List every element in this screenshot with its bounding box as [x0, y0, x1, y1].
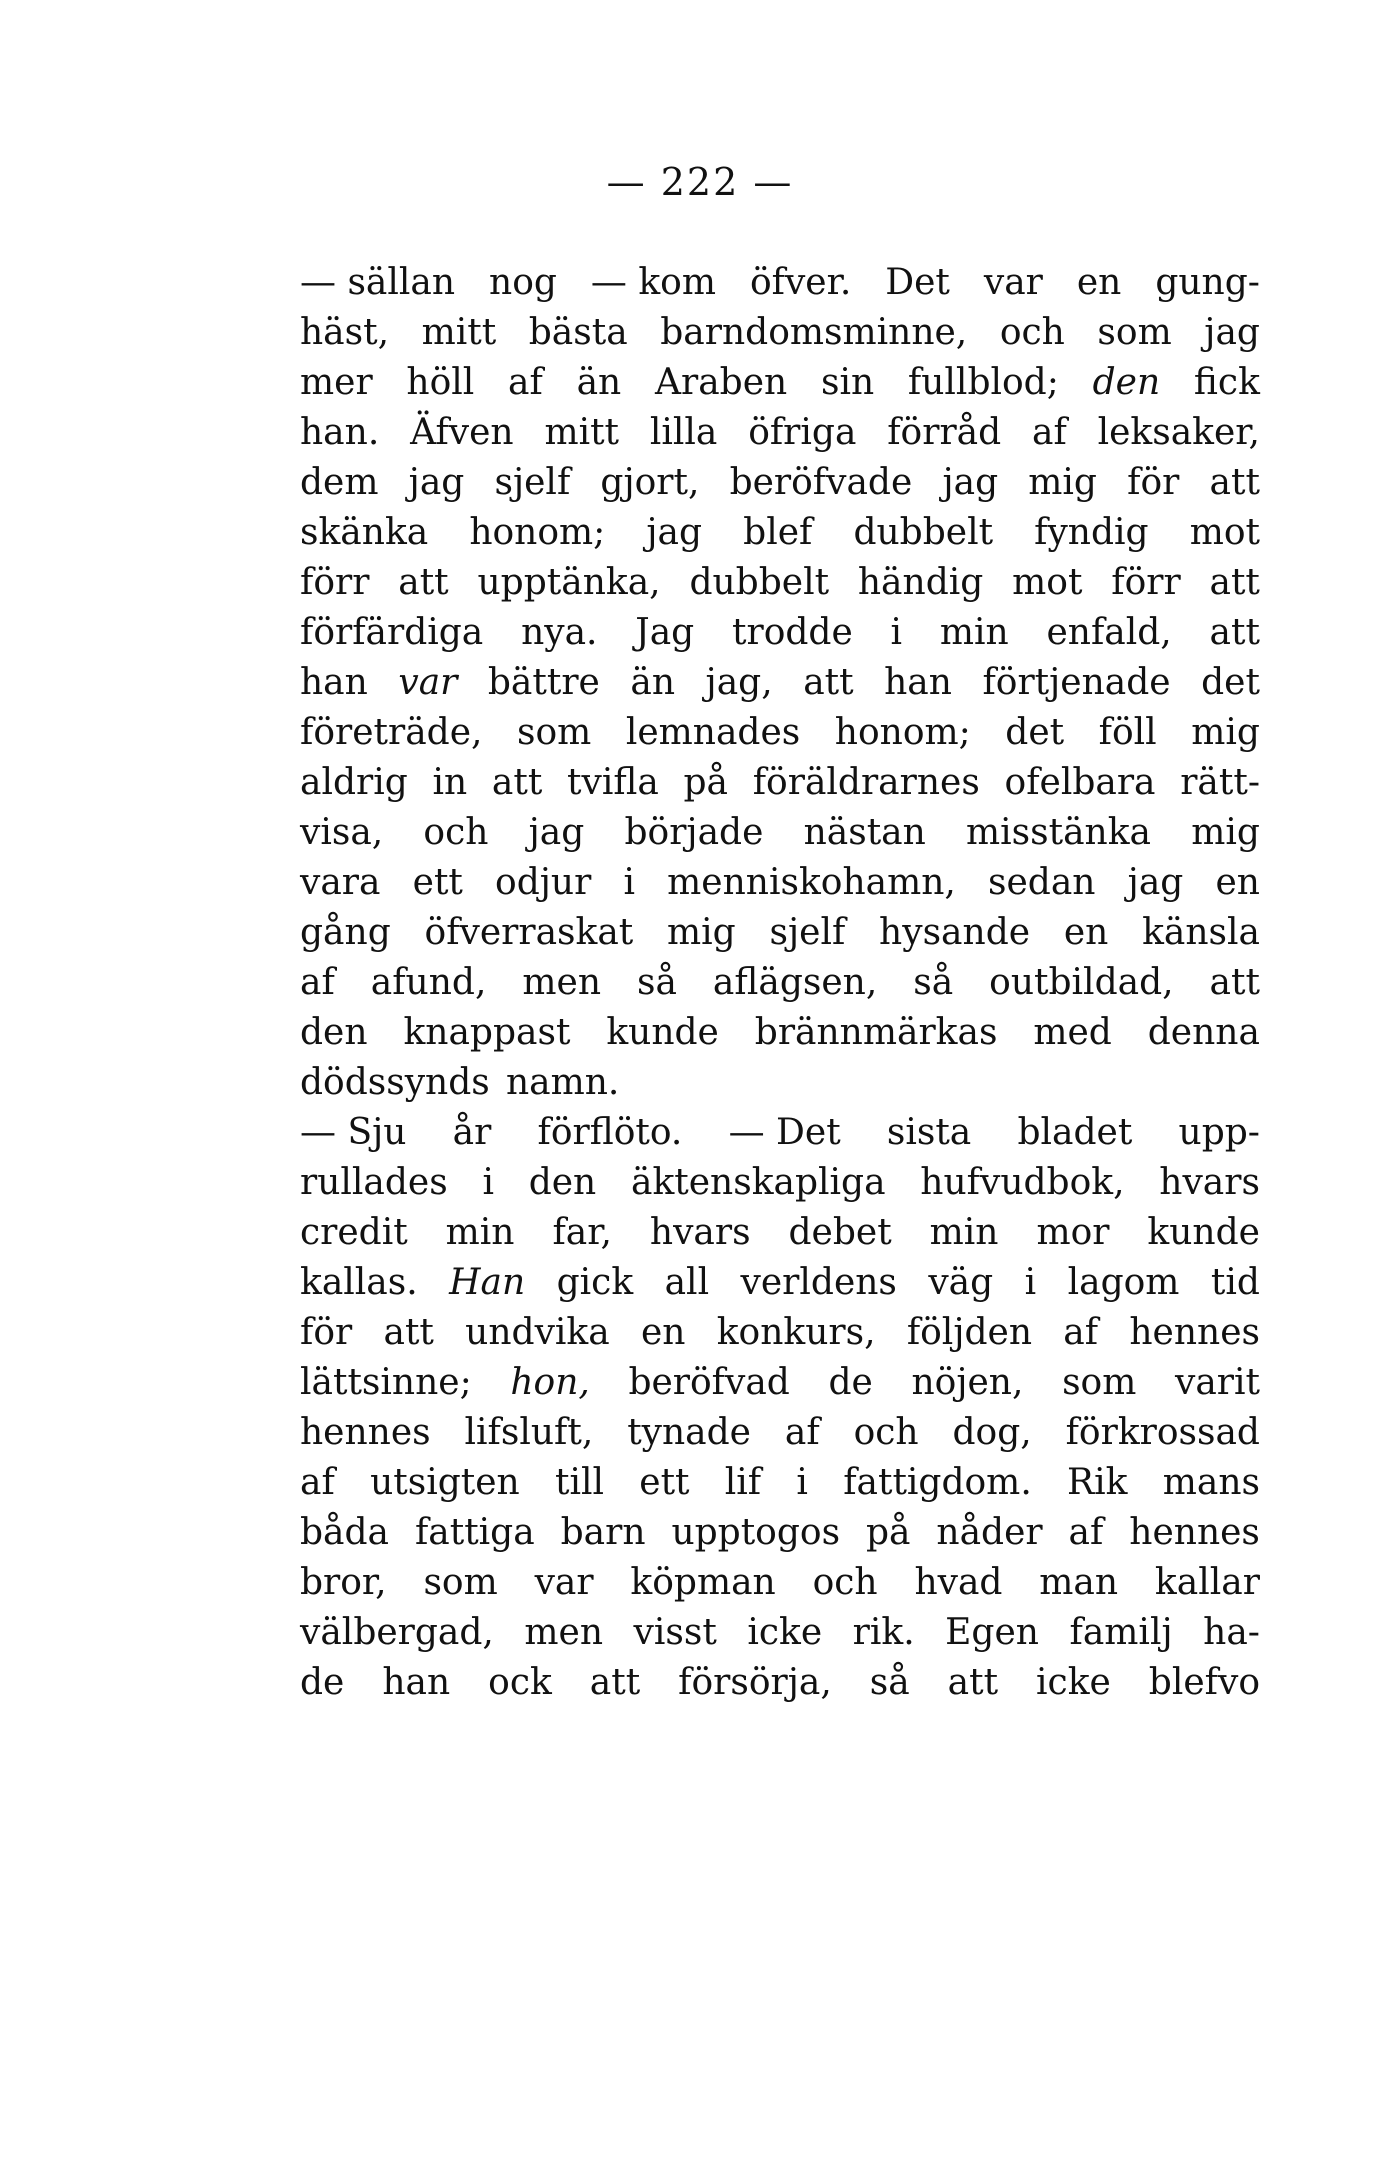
word: som	[423, 1562, 498, 1603]
word: som	[1062, 1362, 1137, 1403]
word: barndomsminne,	[660, 312, 968, 353]
word: ofelbara	[1004, 762, 1156, 803]
word: utsigten	[370, 1462, 520, 1503]
word: för	[1127, 462, 1180, 503]
word: och	[423, 812, 489, 853]
word: kallas.	[300, 1262, 418, 1303]
text-line	[300, 258, 1260, 308]
word: barn	[560, 1512, 646, 1553]
word: i	[796, 1462, 808, 1503]
word: gick	[556, 1262, 634, 1303]
word: lif	[724, 1462, 762, 1503]
word: att	[491, 762, 543, 803]
word: upp-	[1178, 1112, 1260, 1153]
word: som	[516, 712, 592, 753]
word: mig	[1028, 462, 1097, 503]
word: misstänka	[966, 812, 1152, 853]
word: gung-	[1155, 262, 1260, 303]
word: enfald,	[1046, 612, 1172, 653]
word: men	[522, 962, 602, 1003]
word: än	[630, 662, 676, 703]
word: förr	[1111, 562, 1181, 603]
text-line	[300, 558, 1260, 608]
word: mot	[1189, 512, 1260, 553]
word: jag	[528, 812, 585, 853]
word: jag,	[705, 662, 773, 703]
word: tid	[1210, 1262, 1260, 1303]
text-line	[300, 1408, 1260, 1458]
word: de	[828, 1362, 873, 1403]
word: Han	[449, 1262, 526, 1303]
word: nog	[489, 262, 557, 303]
word: att	[589, 1662, 641, 1703]
word: föräldrarnes	[752, 762, 980, 803]
word: han	[300, 662, 368, 703]
word: nåder	[936, 1512, 1043, 1553]
word: min	[939, 612, 1009, 653]
word: Araben	[655, 362, 788, 403]
word: att	[1209, 962, 1260, 1003]
word: och	[812, 1562, 878, 1603]
word: och	[999, 312, 1065, 353]
word: att	[803, 662, 854, 703]
text-line	[300, 758, 1260, 808]
word: han.	[300, 412, 380, 453]
text-line	[300, 308, 1260, 358]
word: jag	[942, 462, 999, 503]
word: att	[1209, 562, 1260, 603]
word: Det	[885, 262, 950, 303]
word: hysande	[879, 912, 1031, 953]
word: blefvo	[1148, 1662, 1260, 1703]
word: afund,	[370, 962, 487, 1003]
word: båda	[300, 1512, 390, 1553]
word: bästa	[528, 312, 628, 353]
word: men	[524, 1612, 604, 1653]
word: nöjen,	[911, 1362, 1024, 1403]
word: fick	[1193, 362, 1260, 403]
word: far,	[552, 1212, 612, 1253]
word: fattigdom.	[843, 1462, 1032, 1503]
word: mot	[1012, 562, 1083, 603]
word: kallar	[1154, 1562, 1260, 1603]
word: sin	[820, 362, 875, 403]
word: det	[1005, 712, 1065, 753]
word: lagom	[1067, 1262, 1180, 1303]
word: tvifla	[567, 762, 659, 803]
text-line	[300, 1508, 1260, 1558]
word: var	[534, 1562, 594, 1603]
word: rullades	[300, 1162, 448, 1203]
text-line	[300, 858, 1260, 908]
word: jag	[646, 512, 703, 553]
text-line	[300, 608, 1260, 658]
word: i	[1024, 1262, 1037, 1303]
text-line	[300, 1008, 1260, 1058]
word: mor	[1036, 1212, 1110, 1253]
word: föll	[1098, 712, 1157, 753]
word: beröfvade	[729, 462, 913, 503]
word: dem	[300, 462, 379, 503]
word: denna	[1147, 1012, 1260, 1053]
word: ett	[639, 1462, 690, 1503]
text-line	[300, 658, 1260, 708]
word: — Det	[728, 1112, 841, 1153]
text-line	[300, 958, 1260, 1008]
word: upptogos	[671, 1512, 841, 1553]
word: rätt-	[1180, 762, 1260, 803]
word: det	[1201, 662, 1260, 703]
text-line	[300, 1158, 1260, 1208]
word: visa,	[300, 812, 384, 853]
word: gjort,	[600, 462, 700, 503]
word: så	[637, 962, 677, 1003]
word: öfverraskat	[424, 912, 634, 953]
word: sista	[886, 1112, 972, 1153]
word: jag	[1204, 312, 1260, 353]
word: kunde	[1147, 1212, 1260, 1253]
word: honom;	[834, 712, 971, 753]
word: gång	[300, 912, 391, 953]
word: hennes	[1129, 1512, 1260, 1553]
word: mans	[1162, 1462, 1260, 1503]
word: — sällan	[300, 262, 456, 303]
word: höll	[406, 362, 475, 403]
word: förtjenade	[982, 662, 1171, 703]
word: var	[398, 662, 458, 703]
text-line	[300, 458, 1260, 508]
word: skänka	[300, 512, 429, 553]
word: den	[528, 1162, 597, 1203]
word: i	[482, 1162, 494, 1203]
word: icke	[1036, 1662, 1111, 1703]
word: förråd	[887, 412, 1002, 453]
page-number: — 222 —	[606, 160, 794, 204]
word: vara	[300, 862, 381, 903]
word: han	[884, 662, 952, 703]
text-line	[300, 1608, 1260, 1658]
word: känsla	[1142, 912, 1260, 953]
word: den	[1092, 362, 1161, 403]
word: nästan	[803, 812, 926, 853]
word: hufvudbok,	[920, 1162, 1125, 1203]
word: än	[576, 362, 622, 403]
word: häst,	[300, 312, 390, 353]
word: hennes	[1129, 1312, 1260, 1353]
word: tynade	[627, 1412, 751, 1453]
word: en	[1215, 862, 1260, 903]
word: dödssynds	[300, 1062, 490, 1103]
word: jag	[408, 462, 465, 503]
word: till	[554, 1462, 604, 1503]
word: brännmärkas	[754, 1012, 998, 1053]
word: man	[1039, 1562, 1119, 1603]
word: hvars	[1159, 1162, 1260, 1203]
word: förflöto.	[537, 1112, 683, 1153]
word: af	[300, 1462, 335, 1503]
word: sedan	[988, 862, 1096, 903]
word: fyndig	[1034, 512, 1149, 553]
text-line	[300, 508, 1260, 558]
word: äktenskapliga	[630, 1162, 886, 1203]
word: af	[1068, 1512, 1104, 1553]
text-line	[300, 1458, 1260, 1508]
word: credit	[300, 1212, 408, 1253]
word: och	[853, 1412, 919, 1453]
word: upptänka,	[477, 562, 661, 603]
text-line	[300, 1258, 1260, 1308]
word: att	[383, 1312, 434, 1353]
word: i	[623, 862, 635, 903]
word: mig	[667, 912, 736, 953]
text-line	[300, 1358, 1260, 1408]
word: Egen	[945, 1612, 1039, 1653]
word: mitt	[421, 312, 497, 353]
word: en	[640, 1312, 686, 1353]
word: hvad	[914, 1562, 1003, 1603]
word: så	[913, 962, 954, 1003]
word: hon,	[510, 1362, 590, 1403]
word: ha-	[1203, 1612, 1260, 1653]
word: sjelf	[494, 462, 571, 503]
word: Rik	[1067, 1462, 1128, 1503]
word: in	[432, 762, 468, 803]
word: honom;	[469, 512, 606, 553]
word: konkurs,	[716, 1312, 876, 1353]
word: lilla	[649, 412, 718, 453]
word: att	[1209, 612, 1260, 653]
word: väg	[928, 1262, 994, 1303]
text-line	[300, 1108, 1260, 1158]
word: af	[1063, 1312, 1099, 1353]
text-line	[300, 1558, 1260, 1608]
word: förfärdiga	[300, 612, 484, 653]
word: af	[784, 1412, 820, 1453]
word: fattiga	[414, 1512, 535, 1553]
word: mitt	[544, 412, 620, 453]
word: jag	[1127, 862, 1184, 903]
word: min	[445, 1212, 515, 1253]
word: händig	[857, 562, 984, 603]
word: en	[1063, 912, 1109, 953]
word: leksaker,	[1097, 412, 1260, 453]
word: på	[865, 1512, 911, 1553]
word: fullblod;	[907, 362, 1059, 403]
word: ett	[412, 862, 463, 903]
word: dubbelt	[689, 562, 830, 603]
word: mer	[300, 362, 373, 403]
word: blef	[743, 512, 813, 553]
text-line	[300, 1058, 1260, 1108]
word: han	[382, 1662, 451, 1703]
text-line	[300, 1208, 1260, 1258]
word: debet	[788, 1212, 892, 1253]
word: som	[1097, 312, 1172, 353]
word: öfver.	[749, 262, 852, 303]
word: af	[300, 962, 335, 1003]
word: knappast	[403, 1012, 571, 1053]
word: Äfven	[410, 412, 514, 453]
word: beröfvad	[628, 1362, 790, 1403]
word: förkrossad	[1065, 1412, 1260, 1453]
word: att	[398, 562, 449, 603]
word: förr	[300, 562, 370, 603]
word: kunde	[606, 1012, 719, 1053]
word: menniskohamn,	[667, 862, 956, 903]
word: Jag	[635, 612, 695, 653]
word: undvika	[465, 1312, 610, 1353]
word: de	[300, 1662, 345, 1703]
word: på	[683, 762, 729, 803]
word: följden	[906, 1312, 1033, 1353]
word: en	[1076, 262, 1122, 303]
word: att	[1209, 462, 1260, 503]
word: så	[869, 1662, 910, 1703]
word: lemnades	[625, 712, 801, 753]
word: nya.	[521, 612, 598, 653]
text-line	[300, 808, 1260, 858]
word: bror,	[300, 1562, 387, 1603]
text-line	[300, 358, 1260, 408]
word: lättsinne;	[300, 1362, 472, 1403]
word: — kom	[590, 262, 716, 303]
word: öfriga	[748, 412, 857, 453]
word: odjur	[495, 862, 592, 903]
word: min	[929, 1212, 999, 1253]
word: icke	[747, 1612, 823, 1653]
word: ock	[488, 1662, 552, 1703]
word: af	[1031, 412, 1067, 453]
word: bättre	[487, 662, 600, 703]
word: försörja,	[678, 1662, 832, 1703]
word: företräde,	[300, 712, 483, 753]
word: aldrig	[300, 762, 408, 803]
word: var	[983, 262, 1043, 303]
word: familj	[1069, 1612, 1173, 1653]
word: välbergad,	[300, 1612, 494, 1653]
text-line	[300, 908, 1260, 958]
word: visst	[633, 1612, 717, 1653]
word: började	[624, 812, 764, 853]
word: varit	[1174, 1362, 1260, 1403]
word: mig	[1191, 812, 1260, 853]
word: i	[890, 612, 903, 653]
word: — Sju	[300, 1112, 407, 1153]
word: verldens	[740, 1262, 897, 1303]
word: dubbelt	[853, 512, 994, 553]
word: år	[452, 1112, 492, 1153]
word: all	[664, 1262, 710, 1303]
word: lifsluft,	[464, 1412, 594, 1453]
body-text	[300, 258, 1260, 1708]
word: med	[1033, 1012, 1112, 1053]
word: aflägsen,	[712, 962, 878, 1003]
word: att	[947, 1662, 999, 1703]
word: af	[508, 362, 543, 403]
word: för	[300, 1312, 353, 1353]
word: sjelf	[769, 912, 846, 953]
word: rik.	[852, 1612, 915, 1653]
text-line	[300, 1308, 1260, 1358]
word: dog,	[952, 1412, 1032, 1453]
word: köpman	[630, 1562, 776, 1603]
word: hvars	[649, 1212, 751, 1253]
word: trodde	[732, 612, 853, 653]
text-line	[300, 708, 1260, 758]
word: outbildad,	[989, 962, 1174, 1003]
word: hennes	[300, 1412, 431, 1453]
word: bladet	[1017, 1112, 1133, 1153]
word: den	[300, 1012, 368, 1053]
text-line	[300, 1658, 1260, 1708]
word: mig	[1191, 712, 1260, 753]
word: namn.	[505, 1062, 620, 1103]
text-line	[300, 408, 1260, 458]
